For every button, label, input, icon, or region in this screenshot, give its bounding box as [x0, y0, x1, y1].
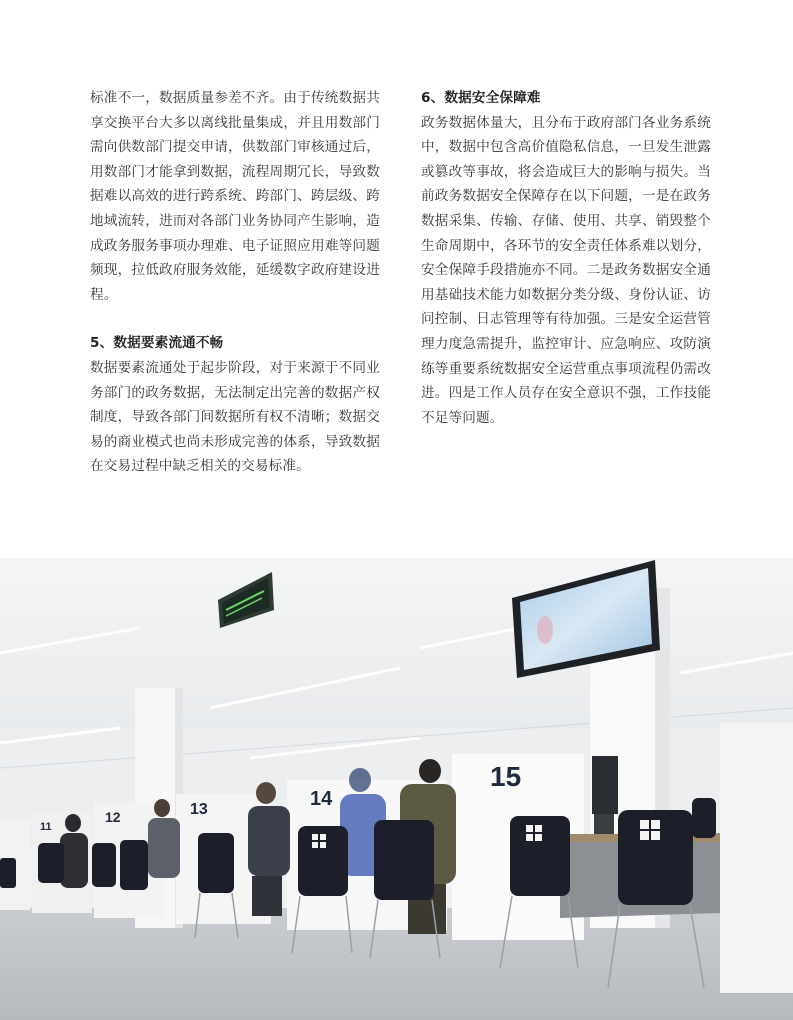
counter-number-15: 15 — [490, 761, 522, 792]
counter-number-13: 13 — [190, 801, 208, 818]
left-column — [90, 86, 380, 479]
right-column — [421, 86, 711, 430]
counter-number-11: 11 — [40, 821, 52, 833]
heading-section-6: 6、数据安全保障难 — [421, 90, 541, 106]
service-hall-photo — [0, 558, 793, 1020]
counter-number-14: 14 — [310, 788, 333, 810]
counter-number-12: 12 — [105, 809, 121, 825]
heading-section-5: 5、数据要素流通不畅 — [90, 335, 224, 352]
paragraph-section-6: 政务数据体量大，且分布于政府部门各业务系统中，数据中包含高价值隐私信息，一旦发生泄露或篡改等事故，将会造成巨大的影响与损失。当前政务数据安全保障存在以下问题，一是在政务数据采集、传输、存储、使用、共享、销毁整个生命周期中，各环节的安全责任体系难以划分，安全保障手段措施亦不同。二是政务数据安全通用基础技术能力如数据分类分级、身份认证、访问控制、日志管理等有待加强。三是安全运营管理力度急需提升，监控审计、应急响应、攻防演练等重要系统数据安全运营重点事项流程仍需改进。四是工作人员存在安全意识不强，工作技能不足等问题。 — [421, 114, 711, 426]
service-hall-illustration — [0, 558, 793, 1020]
paragraph-section-5: 数据要素流通处于起步阶段，对于来源于不同业务部门的政务数据，无法制定出完善的数据产权制度，导致各部门间数据所有权不清晰；数据交易的商业模式也尚未形成完善的体系，导致数据在交易过程中缺乏相关的交易标准。 — [90, 359, 380, 475]
paragraph-data-quality: 标准不一，数据质量参差不齐。由于传统数据共享交换平台大多以离线批量集成，并且用数部门需向供数部门提交申请，供数部门审核通过后，用数部门才能拿到数据，流程周期冗长，导致数据难以高效的进行跨系统、跨部门、跨层级、跨地域流转，进而对各部门业务协同产生影响，造成政务服务事项办理难、电子证照应用难等问题频现，拉低政府服务效能，延缓数字政府建设进程。 — [90, 90, 380, 303]
